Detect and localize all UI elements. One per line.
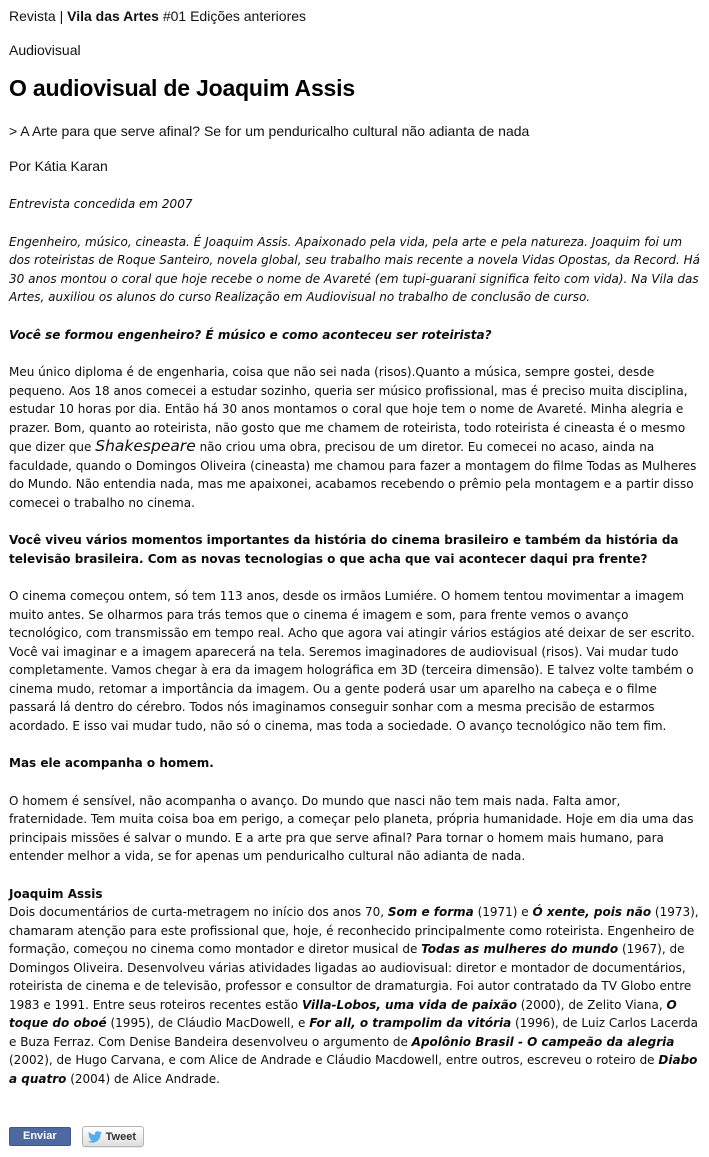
- breadcrumb-brand[interactable]: Vila das Artes: [67, 8, 159, 24]
- text-segment: (1996), de Luiz Carlos Lacerda e Buza Ferraz. Com Denise Bandeira desenvolveu o argumento de: [9, 1016, 699, 1049]
- interview-date-note: Entrevista concedida em 2007: [9, 197, 193, 211]
- answer-1: [9, 363, 700, 512]
- article-subtitle: > A Arte para que serve afinal? Se for um penduricalho cultural não adianta de nada: [9, 123, 530, 139]
- answer-2: [9, 587, 700, 735]
- text-segment: (2002), de Hugo Carvana, e com Alice de Andrade e Cláudio Macdowell, entre outros, escreveu o roteiro de: [9, 1053, 659, 1067]
- text-segment: (1971) e: [473, 905, 533, 919]
- breadcrumb-revista: Revista |: [9, 8, 64, 24]
- send-button[interactable]: Enviar: [9, 1127, 71, 1146]
- text-segment: O toque do oboé: [9, 997, 677, 1030]
- breadcrumb-issue: #01: [162, 8, 187, 24]
- question-2: Você viveu vários momentos importantes da história do cinema brasileiro e também da história da televisão brasileira. Com as novas tecnologias o que acha que vai acontecer daqui pra frente?: [9, 533, 679, 566]
- page-title: O audiovisual de Joaquim Assis: [9, 75, 355, 101]
- text-segment: Diabo a quatro: [9, 1053, 698, 1086]
- twitter-bird-icon: [88, 1130, 102, 1144]
- text-segment: For all, o trampolim da vitória: [309, 1016, 512, 1030]
- text-segment: Som e forma: [387, 905, 474, 919]
- text-segment: (1973), chamaram atenção para este profissional que, hoje, é reconhecido principalmente como roteirista. Engenheiro de formação, começou no cinema como montador e diretor musical de: [9, 905, 699, 956]
- question-1: Você se formou engenheiro? É músico e como aconteceu ser roteirista?: [9, 327, 492, 342]
- answer-3: [9, 792, 700, 866]
- text-segment: (2000), de Zelito Viana,: [516, 997, 667, 1012]
- bio-heading: Joaquim Assis: [9, 886, 103, 901]
- text-segment: Todas as mulheres do mundo: [421, 942, 619, 956]
- text-segment: O homem é sensível, não acompanha o avanço. Do mundo que nasci não tem mais nada. Falta amor, fraternidade. Tem muita coisa boa em perigo, a começar pelo planeta, própria humanidade. Hoje em dia uma das principais missões é salvar o mundo. E a arte pra que serve afinal? Para tornar o homem mais humano, para entender melhor a vida, se for apenas um penduricalho cultural não adianta de nada.: [9, 793, 694, 863]
- text-segment: Dois documentários de curta-metragem no início dos anos 70,: [9, 905, 388, 919]
- text-segment: Shakespeare: [95, 437, 196, 455]
- text-segment: não criou uma obra, precisou de um diretor. Eu comecei no acaso, ainda na faculdade, quando o Domingos Oliveira (cineasta) me chamou para fazer a montagem do filme Todas as Mulheres do Mundo. Não entendia nada, mas me apaixonei, acabamos recebendo o prêmio pela montagem e a partir disso comecei o trabalho no cinema.: [9, 440, 697, 510]
- text-segment: Ó xente, pois não: [532, 905, 652, 919]
- tweet-button[interactable]: [82, 1126, 144, 1147]
- text-segment: (1995), de Cláudio MacDowell, e: [106, 1016, 310, 1030]
- bio-paragraph: [9, 903, 700, 1088]
- text-segment: (2004) de Alice Andrade.: [66, 1071, 220, 1086]
- article-intro: Engenheiro, músico, cineasta. É Joaquim Assis. Apaixonado pela vida, pela arte e pela natureza. Joaquim foi um dos roteiristas de Roque Santeiro, novela global, seu trabalho mais recente a novela Vidas Opostas, da Record. Há 30 anos montou o coral que hoje recebe o nome de Avareté (em tupi-guarani significa feito com vida). Na Vila das Artes, auxiliou os alunos do curso Realização em Audiovisual no trabalho de conclusão de curso.: [9, 234, 700, 304]
- section-label: Audiovisual: [9, 42, 81, 58]
- share-bar: [9, 1126, 700, 1147]
- tweet-button-label: Tweet: [105, 1130, 136, 1143]
- breadcrumb-previous-editions[interactable]: Edições anteriores: [190, 8, 307, 24]
- text-segment: Villa-Lobos, uma vida de paixão: [301, 997, 517, 1012]
- question-3: Mas ele acompanha o homem.: [9, 756, 214, 770]
- text-segment: O cinema começou ontem, só tem 113 anos, desde os irmãos Lumiére. O homem tentou movimentar a imagem muito antes. Se olharmos para trás temos que o cinema é imagem e som, para frente vemos o avanço tecnológico, com transmissão em tempo real. Acho que agora vai atingir vários estágios até deixar de ser escrito. Você vai imaginar e a imagem aparecerá na tela. Seremos imaginadores de audiovisual (risos). Vai mudar tudo completamente. Vamos chegar à era da imagem holográfica em 3D (terceira dimensão). E talvez volte também o cinema mudo, retomar a importância da imagem. Ou a gente poderá usar um aparelho na cabeça e o filme passará lá dentro do cérebro. Todos nós imaginamos conseguir sonhar com a mesma precisão de estarmos acordado. E isso vai mudar tudo, não só o cinema, mas toda a sociedade. O avanço tecnológico não tem fim.: [9, 589, 695, 733]
- byline: Por Kátia Karan: [9, 158, 108, 174]
- breadcrumb: [9, 8, 700, 25]
- text-segment: Apolônio Brasil - O campeão da alegria: [411, 1034, 675, 1049]
- text-segment: (1967), de Domingos Oliveira. Desenvolveu várias atividades ligadas ao audiovisual: diretor e montador de documentários, roteirista de cinema e de televisão, professor e consultor de dramaturgia. Foi autor contratado da TV Globo entre 1983 e 1991. Entre seus roteiros recentes estão: [9, 942, 692, 1012]
- text-segment: Meu único diploma é de engenharia, coisa que não sei nada (risos).Quanto a música, sempre gostei, desde pequeno. Aos 18 anos comecei a estudar sozinho, queria ser músico profissional, mas é preciso muita disciplina, estudar 10 horas por dia. Então há 30 anos montamos o coral que hoje tem o nome de Avareté. Minha alegria e prazer. Bom, quanto ao roteirista, não gosto que me chamem de roteirista, todo roteirista é cineasta é o mesmo que dizer que: [9, 365, 688, 454]
